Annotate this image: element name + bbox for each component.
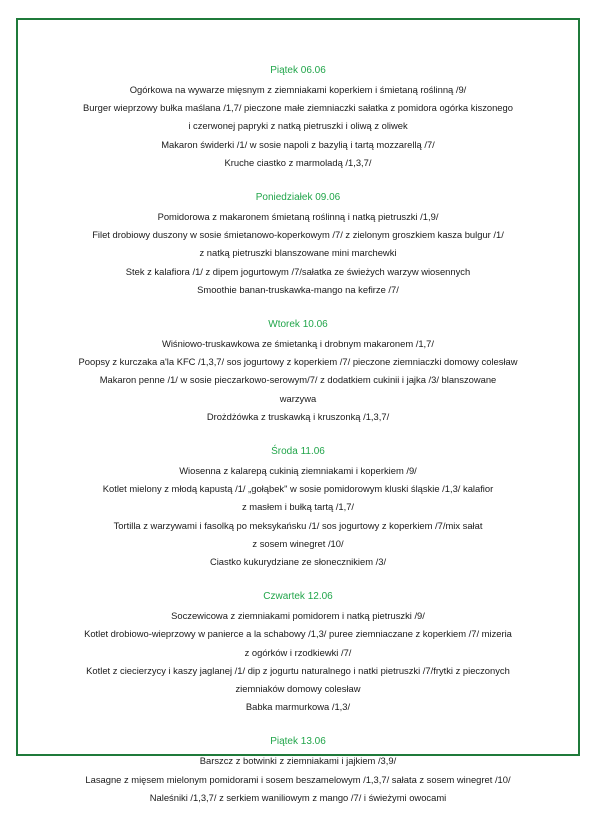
menu-item: Kotlet mielony z młodą kapustą /1/ „gołąbek" w sosie pomidorowym kluski śląskie /1,3/ kalafior: [102, 483, 494, 495]
menu-item: ziemniaków domowy colesław: [235, 683, 361, 695]
day-section-friday-0606: [18, 64, 578, 172]
menu-item: Ciastko kukurydziane ze słonecznikiem /3/: [209, 556, 387, 568]
menu-item: Naleśniki /1,3,7/ z serkiem waniliowym z mango /7/ i świeżymi owocami: [149, 791, 447, 803]
menu-item: Wiosenna z kalarepą cukinią ziemniakami i koperkiem /9/: [179, 465, 417, 477]
day-title: Poniedziałek 09.06: [255, 192, 341, 204]
menu-item: Poopsy z kurczaka a'la KFC /1,3,7/ sos jogurtowy z koperkiem /7/ pieczone ziemniaczki domowy colesław: [78, 356, 518, 368]
menu-item: Burger wieprzowy bułka maślana /1,7/ pieczone małe ziemniaczki sałatka z pomidora ogórka kiszonego: [83, 102, 513, 114]
menu-item: Wiśniowo-truskawkowa ze śmietanką i drobnym makaronem /1,7/: [162, 338, 434, 350]
menu-item: Kotlet z ciecierzycy i kaszy jaglanej /1/ dip z jogurtu naturalnego i natki pietruszki /7/frytki z pieczonych: [86, 664, 510, 676]
menu-item: Ogórkowa na wywarze mięsnym z ziemniakami koperkiem i śmietaną roślinną /9/: [129, 84, 467, 95]
day-title: Środa 11.06: [271, 446, 325, 458]
day-title: Wtorek 10.06: [268, 319, 328, 331]
day-section-friday-1306: [18, 735, 578, 807]
menu-item: Soczewicowa z ziemniakami pomidorem i natką pietruszki /9/: [171, 610, 425, 622]
menu-item: Makaron świderki /1/ w sosie napoli z bazylią i tartą mozzarellą /7/: [161, 138, 435, 150]
menu-item: Lasagne z mięsem mielonym pomidorami i sosem beszamelowym /1,3,7/ sałata z sosem winegret /10/: [85, 773, 511, 785]
menu-item: Smoothie banan-truskawka-mango na kefirze /7/: [197, 283, 399, 295]
menu-item: z natką pietruszki blanszowane mini marchewki: [199, 247, 397, 259]
day-section-thursday-1206: [18, 590, 578, 716]
menu-item: Kruche ciastko z marmoladą /1,3,7/: [224, 156, 372, 168]
day-title: Czwartek 12.06: [263, 591, 333, 603]
day-title: Piątek 06.06: [270, 65, 326, 76]
menu-item: Kotlet drobiowo-wieprzowy w panierce a la schabowy /1,3/ puree ziemniaczane z koperkiem /7/ mizeria: [84, 628, 512, 640]
menu-item: Filet drobiowy duszony w sosie śmietanowo-koperkowym /7/ z zielonym groszkiem kasza bulgur /1/: [92, 229, 504, 241]
menu-item: z ogórków i rzodkiewki /7/: [244, 646, 352, 658]
menu-item: Barszcz z botwinki z ziemniakami i jajkiem /3,9/: [199, 755, 397, 767]
menu-item: Tortilla z warzywami i fasolką po meksykańsku /1/ sos jogurtowy z koperkiem /7/mix sałat: [113, 519, 483, 531]
menu-item: warzywa: [279, 392, 317, 404]
menu-item: Pomidorowa z makaronem śmietaną roślinną i natką pietruszki /1,9/: [157, 211, 439, 223]
menu-item: z sosem winegret /10/: [252, 537, 344, 549]
day-title: Piątek 13.06: [270, 736, 326, 748]
menu-item: Stek z kalafiora /1/ z dipem jogurtowym /7/sałatka ze świeżych warzyw wiosennych: [125, 265, 471, 277]
weekly-menu: [18, 64, 578, 826]
day-section-monday-0906: [18, 191, 578, 299]
menu-item: Babka marmurkowa /1,3/: [245, 701, 351, 713]
day-section-wednesday-1106: [18, 445, 578, 571]
menu-item: i czerwonej papryki z natką pietruszki i oliwą z oliwek: [188, 120, 408, 132]
menu-item: Makaron penne /1/ w sosie pieczarkowo-serowym/7/ z dodatkiem cukinii i jajka /3/ blanszowane: [99, 374, 497, 386]
menu-item: z masłem i bułką tartą /1,7/: [241, 501, 355, 513]
day-section-tuesday-1006: [18, 318, 578, 426]
menu-item: Drożdżówka z truskawką i kruszonką /1,3,7/: [206, 410, 390, 422]
